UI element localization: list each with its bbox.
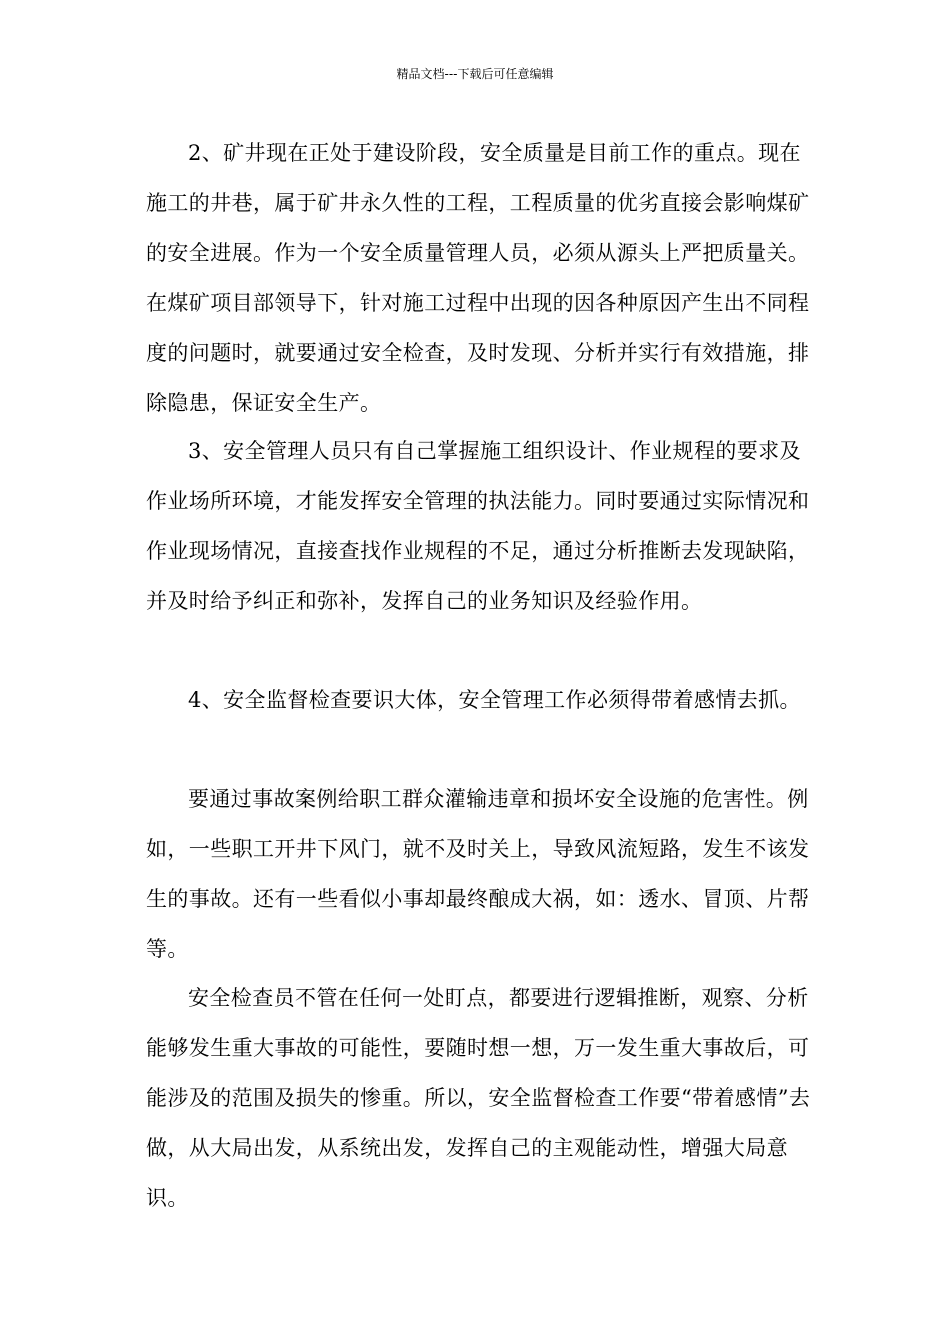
paragraph-inspector: 安全检查员不管在任何一处盯点，都要进行逻辑推断，观察、分析能够发生重大事故的可能性，要随时想一想，万一发生重大事故后，可能涉及的范围及损失的惨重。所以，安全监督检查工作要“带着感情”去做，从大局出发，从系统出发，发挥自己的主观能动性，增强大局意识。	[146, 986, 811, 1210]
paragraph-3: 3、安全管理人员只有自己掌握施工组织设计、作业规程的要求及作业场所环境，才能发挥安全管理的执法能力。同时要通过实际情况和作业现场情况，直接查找作业规程的不足，通过分析推断去发现缺陷，并及时给予纠正和弥补，发挥自己的业务知识及经验作用。	[146, 439, 810, 613]
paragraph-accident-cases: 要通过事故案例给职工群众灌输违章和损坏安全设施的危害性。例如，一些职工开井下风门，就不及时关上，导致风流短路，发生不该发生的事故。还有一些看似小事却最终酿成大祸，如：透水、冒顶、片帮等。	[146, 787, 810, 961]
paragraph-2: 2、矿井现在正处于建设阶段，安全质量是目前工作的重点。现在施工的井巷，属于矿井永久性的工程，工程质量的优劣直接会影响煤矿的安全进展。作为一个安全质量管理人员，必须从源头上严把质量关。在煤矿项目部领导下，针对施工过程中出现的因各种原因产生出不同程度的问题时，就要通过安全检查，及时发现、分析并实行有效措施，排除隐患，保证安全生产。	[146, 141, 810, 415]
paragraph-4: 4、安全监督检查要识大体，安全管理工作必须得带着感情去抓。	[188, 688, 801, 712]
page-header: 精品文档---下载后可任意编辑	[396, 67, 554, 81]
